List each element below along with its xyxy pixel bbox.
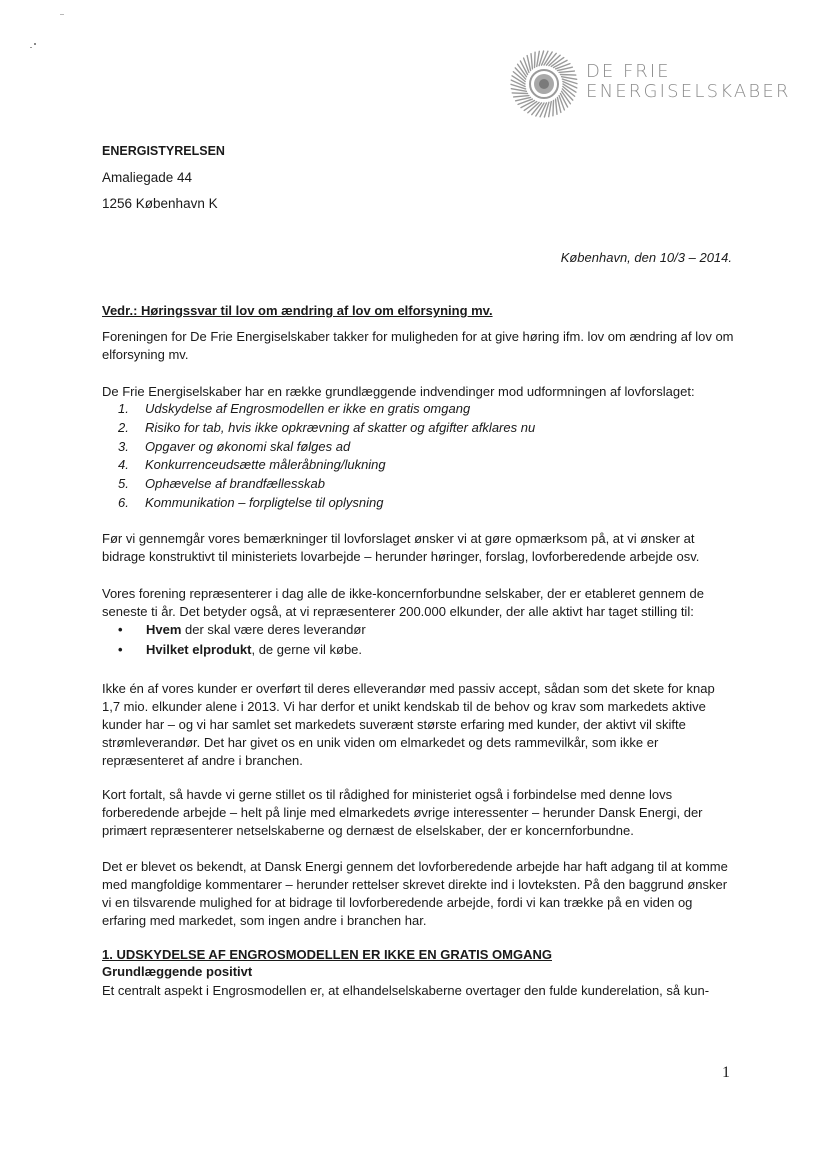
list-item: 4. Konkurrenceudsætte måleråbning/lukning	[118, 457, 386, 473]
recipient-street: Amaliegade 44	[102, 170, 193, 185]
scan-mark	[60, 14, 64, 15]
scan-mark	[30, 47, 32, 48]
paragraph-dansk-energi: Det er blevet os bekendt, at Dansk Energi gennem det lovforberedende arbejde har haft adgang til at komme med mangfoldige kommentarer – herunder rettelser skrevet direkte ind i lovteksten. På den baggrund ønsker vi en tilsvarende mulighed for at bidrage til lovforberedende arbejde, fordi vi kan trække på en viden og erfaring med markedet, som ingen andre i branchen har.	[102, 859, 728, 928]
list-item: 6. Kommunikation – forpligtelse til oplysning	[118, 494, 384, 510]
page-number: 1	[722, 1064, 730, 1081]
recipient-name: ENERGISTYRELSEN	[102, 144, 225, 158]
list-item: 2. Risiko for tab, hvis ikke opkrævning af skatter og afgifter afklares nu	[118, 419, 536, 435]
logo-line-1: DE FRIE	[586, 61, 671, 82]
section-paragraph: Et centralt aspekt i Engrosmodellen er, at elhandelselskaberne overtager den fulde kunderelation, så kun-	[102, 983, 710, 998]
bullet-list	[118, 620, 366, 659]
logo-wordmark	[586, 62, 791, 102]
letter-date: København, den 10/3 – 2014.	[560, 250, 732, 265]
list-item: 5. Ophævelse af brandfællesskab	[118, 476, 325, 492]
section-subheading: Grundlæggende positivt	[102, 964, 253, 979]
section-heading: 1. UDSKYDELSE AF ENGROSMODELLEN ER IKKE EN GRATIS OMGANG	[102, 947, 552, 962]
list-item: 3. Opgaver og økonomi skal følges ad	[118, 438, 351, 454]
scan-mark	[34, 43, 36, 45]
intro-paragraph: Foreningen for De Frie Energiselskaber takker for muligheden for at give høring ifm. lov om ændring af lov om elforsyning mv.	[102, 329, 734, 362]
paragraph-before-review: Før vi gennemgår vores bemærkninger til lovforslaget ønsker vi at gøre opmærksom på, at vi ønsker at bidrage konstruktivt til ministeriets lovarbejde – herunder høringer, forslag, lovforberedende arbejde osv.	[102, 531, 700, 564]
letter-subject: Vedr.: Høringssvar til lov om ændring af lov om elforsyning mv.	[102, 303, 493, 318]
sun-logo-icon	[508, 48, 580, 120]
company-logo	[508, 48, 791, 118]
objections-intro: De Frie Energiselskaber har en række grundlæggende indvendinger mod udformningen af lovforslaget:	[102, 384, 695, 399]
list-item: • Hvem der skal være deres leverandør	[118, 622, 366, 637]
objections-list	[118, 400, 535, 513]
paragraph-customers: Ikke én af vores kunder er overført til deres elleverandør med passiv accept, sådan som det skete for knap 1,7 mio. elkunder alene i 2013. Vi har derfor et unikt kendskab til de behov og krav som markedets aktive kunder har – og vi har samlet set markedets suverænt største erfaring med kunder, der aktivt vil skifte strømleverandør. Det har givet os en unik viden om elmarkedet og dets rammevilkår, som ikke er repræsenteret af andre i branchen.	[102, 681, 715, 768]
paragraph-represent: Vores forening repræsenterer i dag alle de ikke-koncernforbundne selskaber, der er etableret gennem de seneste ti år. Det betyder også, at vi repræsenterer 200.000 elkunder, der alle aktivt har taget stilling til:	[102, 586, 704, 619]
list-item: 1. Udskydelse af Engrosmodellen er ikke en gratis omgang	[118, 401, 471, 416]
recipient-city: 1256 København K	[102, 196, 218, 211]
logo-line-2: ENERGISELSKABER	[586, 81, 791, 102]
paragraph-summary: Kort fortalt, så havde vi gerne stillet os til rådighed for ministeriet også i forbindelse med denne lovs forberedende arbejde – helt på linje med elmarkedets øvrige interessenter – herunder Dansk Energi, der primært repræsenterer netselskaberne og dernæst de elselskaber, der er koncernforbundne.	[102, 787, 703, 838]
list-item: • Hvilket elprodukt, de gerne vil købe.	[118, 641, 363, 657]
